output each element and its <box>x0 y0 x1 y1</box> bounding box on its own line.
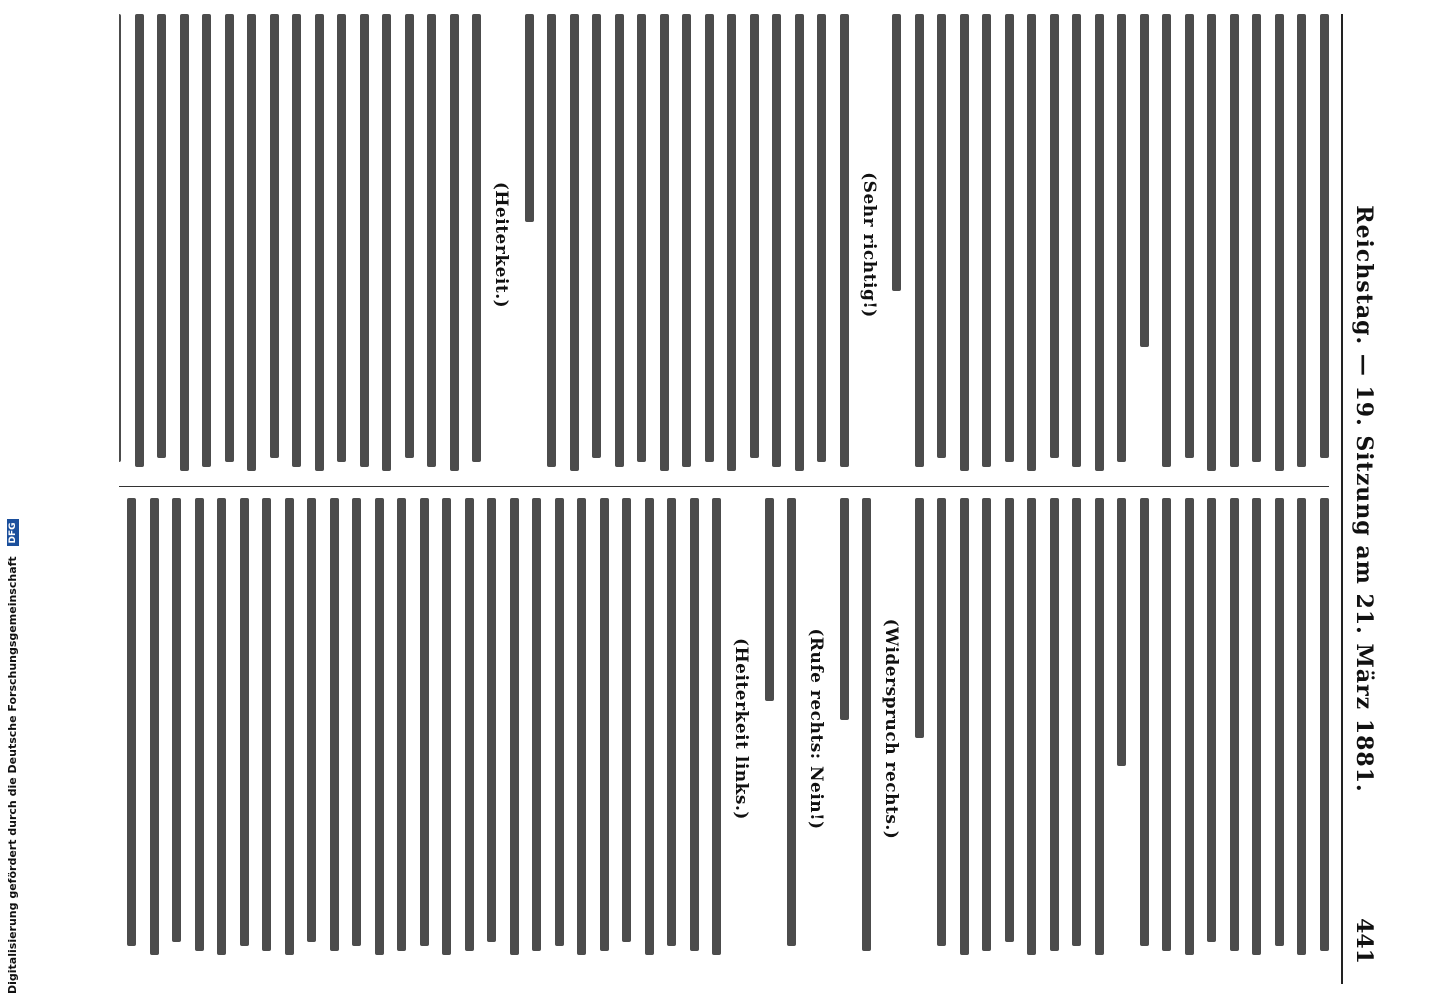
text-line <box>548 14 557 467</box>
text-line <box>248 14 257 471</box>
text-line <box>750 14 759 458</box>
text-line <box>1163 498 1172 951</box>
side-credit <box>6 0 19 994</box>
text-line <box>1095 498 1104 955</box>
text-line <box>713 498 722 955</box>
interjection: (Heiterkeit.) <box>491 181 512 309</box>
text-line <box>119 14 122 462</box>
text-line <box>428 14 437 467</box>
text-line <box>765 498 774 701</box>
text-line <box>443 498 452 955</box>
text-line <box>240 498 249 946</box>
text-line <box>1185 14 1194 458</box>
text-line <box>570 14 579 471</box>
text-line <box>195 498 204 951</box>
text-line <box>1140 14 1149 347</box>
text-line <box>1208 14 1217 471</box>
interjection: (Widerspruch rechts.) <box>881 618 902 840</box>
text-line <box>465 498 474 951</box>
text-line <box>938 14 947 458</box>
text-line <box>960 14 969 471</box>
text-line <box>915 14 924 467</box>
text-column-left <box>119 14 1329 476</box>
text-line <box>840 498 849 720</box>
text-line <box>135 14 144 467</box>
text-line <box>615 14 624 467</box>
text-line <box>218 498 227 955</box>
text-line <box>360 14 369 467</box>
text-line <box>1298 14 1307 467</box>
interjection: (Sehr richtig!) <box>859 172 879 318</box>
text-line <box>450 14 459 471</box>
text-line <box>473 14 482 462</box>
page-number: 441 <box>1351 918 1377 964</box>
text-line <box>533 498 542 951</box>
side-credit-text: Digitalisierung gefördert durch die Deutsche Forschungsgemeinschaft <box>6 556 19 994</box>
text-line <box>383 14 392 471</box>
text-line <box>1050 14 1059 458</box>
text-line <box>1275 498 1284 946</box>
text-line <box>525 14 534 222</box>
text-line <box>293 14 302 467</box>
text-line <box>1230 14 1239 467</box>
text-line <box>203 14 212 467</box>
text-line <box>788 498 797 946</box>
text-line <box>623 498 632 942</box>
text-line <box>795 14 804 471</box>
interjection: (Heiterkeit links.) <box>731 638 752 820</box>
column-divider <box>119 486 1329 487</box>
dfg-logo: DFG <box>7 519 19 546</box>
text-line <box>330 498 339 951</box>
text-column-right <box>119 498 1329 960</box>
text-line <box>1253 14 1262 462</box>
text-line <box>1073 498 1082 946</box>
text-line <box>285 498 294 955</box>
text-line <box>1118 498 1127 766</box>
text-line <box>660 14 669 471</box>
text-line <box>818 14 827 462</box>
text-line <box>420 498 429 946</box>
text-line <box>1230 498 1239 951</box>
paragraph <box>1140 14 1329 476</box>
text-line <box>593 14 602 458</box>
interjection: (Rufe rechts: Nein!) <box>806 628 827 830</box>
text-line <box>270 14 279 458</box>
paragraph <box>1118 498 1330 960</box>
text-line <box>1118 14 1127 462</box>
text-line <box>315 14 324 471</box>
text-line <box>960 498 969 955</box>
text-line <box>398 498 407 951</box>
paragraph <box>525 14 849 476</box>
text-line <box>638 14 647 462</box>
paragraph <box>119 14 482 476</box>
paragraph <box>915 498 1104 960</box>
text-line <box>645 498 654 955</box>
text-line <box>773 14 782 467</box>
text-line <box>915 498 924 738</box>
text-line <box>173 498 182 942</box>
text-line <box>128 498 137 946</box>
text-line <box>938 498 947 946</box>
text-line <box>1095 14 1104 471</box>
text-line <box>225 14 234 462</box>
text-line <box>863 498 872 951</box>
text-line <box>983 498 992 951</box>
running-header <box>1347 14 1377 984</box>
text-line <box>1208 498 1217 942</box>
text-line <box>1005 14 1014 462</box>
rotated-text-block <box>107 14 1377 984</box>
text-line <box>180 14 189 471</box>
text-line <box>1050 498 1059 951</box>
text-line <box>338 14 347 462</box>
header-rule <box>1341 14 1343 984</box>
text-line <box>353 498 362 946</box>
text-line <box>375 498 384 955</box>
text-line <box>405 14 414 458</box>
text-line <box>578 498 587 955</box>
text-line <box>1073 14 1082 467</box>
paragraph <box>119 498 722 960</box>
text-line <box>840 14 849 467</box>
text-line <box>308 498 317 942</box>
header-title: Reichstag. — 19. Sitzung am 21. März 1881. <box>1351 205 1377 793</box>
text-line <box>668 498 677 946</box>
text-line <box>1185 498 1194 955</box>
text-line <box>690 498 699 951</box>
text-line <box>263 498 272 951</box>
text-line <box>600 498 609 951</box>
text-line <box>488 498 497 942</box>
text-line <box>1253 498 1262 955</box>
text-line <box>158 14 167 458</box>
text-line <box>1005 498 1014 942</box>
text-line <box>705 14 714 462</box>
text-line <box>893 14 902 291</box>
text-line <box>728 14 737 471</box>
text-line <box>510 498 519 955</box>
paragraph <box>765 498 797 960</box>
text-line <box>983 14 992 467</box>
text-line <box>683 14 692 467</box>
text-line <box>1028 498 1037 955</box>
text-line <box>1163 14 1172 467</box>
text-line <box>1275 14 1284 471</box>
text-line <box>1298 498 1307 955</box>
text-line <box>1320 14 1329 458</box>
paragraph <box>893 14 1127 476</box>
text-line <box>1028 14 1037 471</box>
text-line <box>555 498 564 946</box>
text-line <box>1140 498 1149 946</box>
paragraph <box>840 498 872 960</box>
text-line <box>1320 498 1329 951</box>
text-line <box>150 498 159 955</box>
